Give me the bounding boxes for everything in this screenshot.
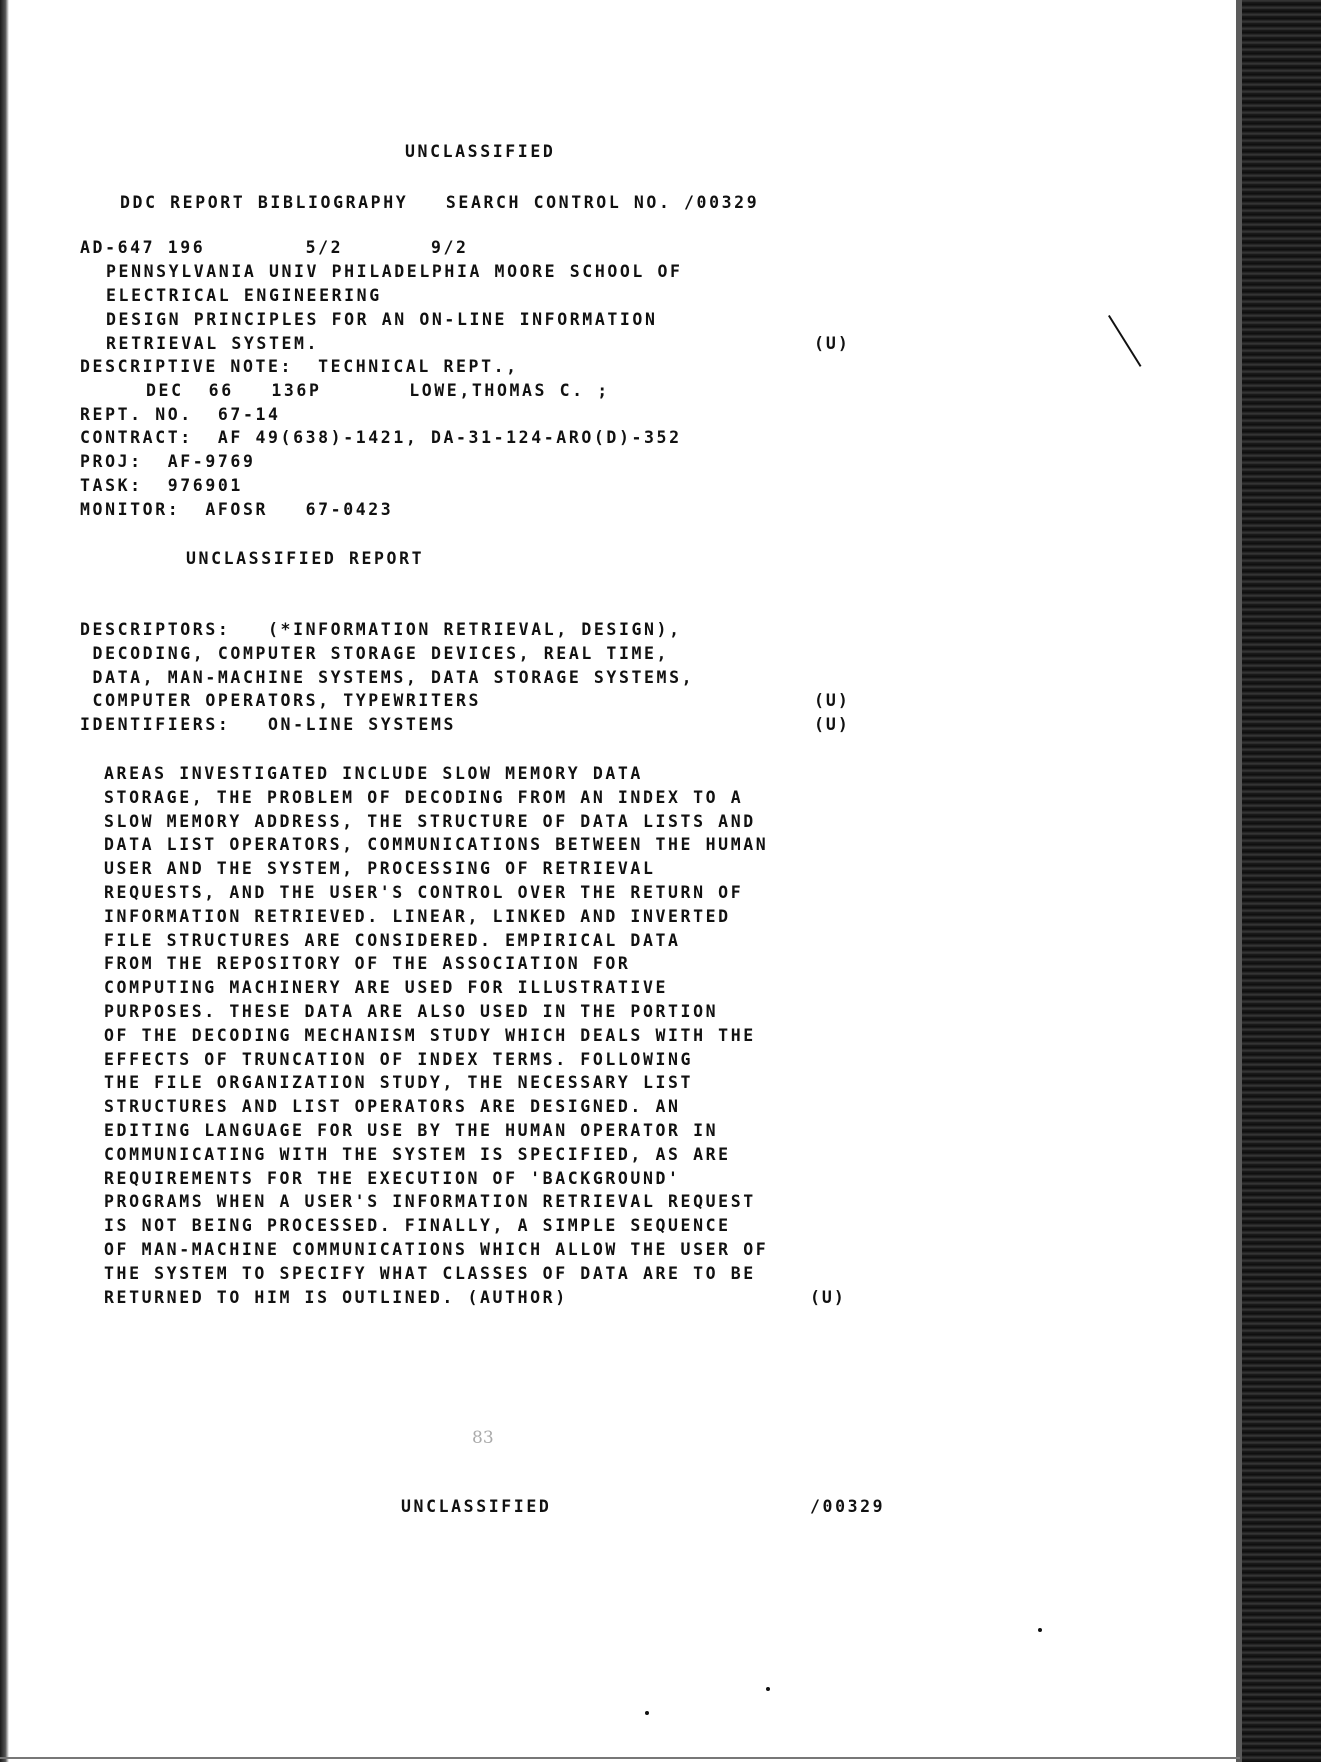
report-number: REPT. NO. 67-14	[80, 405, 281, 424]
abstract-line: PROGRAMS WHEN A USER'S INFORMATION RETRIEVAL REQUEST	[104, 1192, 756, 1212]
descriptive-note: DESCRIPTIVE NOTE: TECHNICAL REPT.,	[80, 357, 519, 376]
abstract-line: INFORMATION RETRIEVED. LINEAR, LINKED AND INVERTED	[104, 906, 731, 926]
page-number: 83	[472, 1428, 494, 1448]
abstract-line: RETURNED TO HIM IS OUTLINED. (AUTHOR)	[104, 1287, 568, 1307]
abstract-line: REQUESTS, AND THE USER'S CONTROL OVER THE RETURN OF	[104, 883, 744, 902]
abstract-line: USER AND THE SYSTEM, PROCESSING OF RETRIEVAL	[104, 859, 656, 879]
task-number: TASK: 976901	[80, 476, 243, 495]
abstract-line: OF MAN-MACHINE COMMUNICATIONS WHICH ALLOW THE USER OF	[104, 1240, 769, 1259]
abstract-line: STRUCTURES AND LIST OPERATORS ARE DESIGNED. AN	[104, 1097, 681, 1117]
abstract-line: REQUIREMENTS FOR THE EXECUTION OF 'BACKGROUND'	[104, 1168, 681, 1188]
scan-right-edge	[1236, 0, 1321, 1762]
abstract-classification-mark: (U)	[810, 1288, 846, 1307]
scan-bottom-edge	[0, 1757, 1240, 1759]
report-title-line-2: RETRIEVAL SYSTEM.	[106, 334, 320, 353]
descriptors-line-3: DATA, MAN-MACHINE SYSTEMS, DATA STORAGE SYSTEMS,	[80, 668, 695, 687]
descriptors-classification-mark: (U)	[814, 691, 850, 710]
abstract-line: COMPUTING MACHINERY ARE USED FOR ILLUSTRATIVE	[104, 978, 669, 998]
corporate-source-line-2: ELECTRICAL ENGINEERING	[106, 286, 382, 305]
abstract-line: SLOW MEMORY ADDRESS, THE STRUCTURE OF DATA LISTS AND	[104, 811, 756, 831]
date-pages-author: DEC 66 136P LOWE,THOMAS C. ;	[146, 381, 610, 400]
abstract-line: EFFECTS OF TRUNCATION OF INDEX TERMS. FOLLOWING	[104, 1049, 694, 1069]
contract-number: CONTRACT: AF 49(638)-1421, DA-31-124-ARO(D)-352	[80, 428, 682, 447]
project-number: PROJ: AF-9769	[80, 452, 256, 471]
speck	[1038, 1628, 1042, 1632]
abstract-line: FILE STRUCTURES ARE CONSIDERED. EMPIRICAL DATA	[104, 930, 681, 950]
report-title-line-1: DESIGN PRINCIPLES FOR AN ON-LINE INFORMATION	[106, 310, 658, 329]
descriptors-line-4: COMPUTER OPERATORS, TYPEWRITERS	[80, 691, 482, 710]
abstract-line: DATA LIST OPERATORS, COMMUNICATIONS BETWEEN THE HUMAN	[104, 835, 769, 855]
scan-right-edge-border	[1236, 0, 1242, 1762]
abstract-line: STORAGE, THE PROBLEM OF DECODING FROM AN INDEX TO A	[104, 787, 744, 807]
speck	[645, 1711, 649, 1715]
abstract-line: THE SYSTEM TO SPECIFY WHAT CLASSES OF DATA ARE TO BE	[104, 1263, 756, 1283]
abstract-line: PURPOSES. THESE DATA ARE ALSO USED IN THE PORTION	[104, 1002, 719, 1021]
monitor-line: MONITOR: AFOSR 67-0423	[80, 500, 394, 519]
abstract-line: THE FILE ORGANIZATION STUDY, THE NECESSARY LIST	[104, 1073, 694, 1093]
descriptors-line-1: DESCRIPTORS: (*INFORMATION RETRIEVAL, DESIGN),	[80, 620, 682, 639]
scan-left-edge	[0, 0, 9, 1762]
abstract-line: EDITING LANGUAGE FOR USE BY THE HUMAN OPERATOR IN	[104, 1121, 719, 1140]
abstract-line: OF THE DECODING MECHANISM STUDY WHICH DEALS WITH THE	[104, 1025, 756, 1045]
title-classification-mark: (U)	[814, 334, 850, 353]
abstract-line: COMMUNICATING WITH THE SYSTEM IS SPECIFIED, AS ARE	[104, 1144, 731, 1164]
abstract-line: FROM THE REPOSITORY OF THE ASSOCIATION FOR	[104, 954, 631, 974]
bibliography-title: DDC REPORT BIBLIOGRAPHY SEARCH CONTROL NO. /00329	[120, 193, 760, 212]
abstract-line: AREAS INVESTIGATED INCLUDE SLOW MEMORY DATA	[104, 764, 643, 783]
accession-line: AD-647 196 5/2 9/2	[80, 238, 469, 257]
identifiers-classification-mark: (U)	[814, 715, 850, 734]
classification-bottom: UNCLASSIFIED	[401, 1497, 552, 1516]
footer-control-number: /00329	[810, 1497, 886, 1516]
abstract-line: IS NOT BEING PROCESSED. FINALLY, A SIMPLE SEQUENCE	[104, 1216, 731, 1236]
descriptors-line-2: DECODING, COMPUTER STORAGE DEVICES, REAL TIME,	[80, 644, 670, 663]
report-classification: UNCLASSIFIED REPORT	[186, 549, 425, 568]
stray-pen-mark	[1108, 315, 1141, 367]
speck	[766, 1687, 770, 1691]
corporate-source-line-1: PENNSYLVANIA UNIV PHILADELPHIA MOORE SCHOOL OF	[106, 262, 683, 281]
identifiers-line: IDENTIFIERS: ON-LINE SYSTEMS	[80, 715, 457, 734]
classification-top: UNCLASSIFIED	[405, 142, 556, 161]
